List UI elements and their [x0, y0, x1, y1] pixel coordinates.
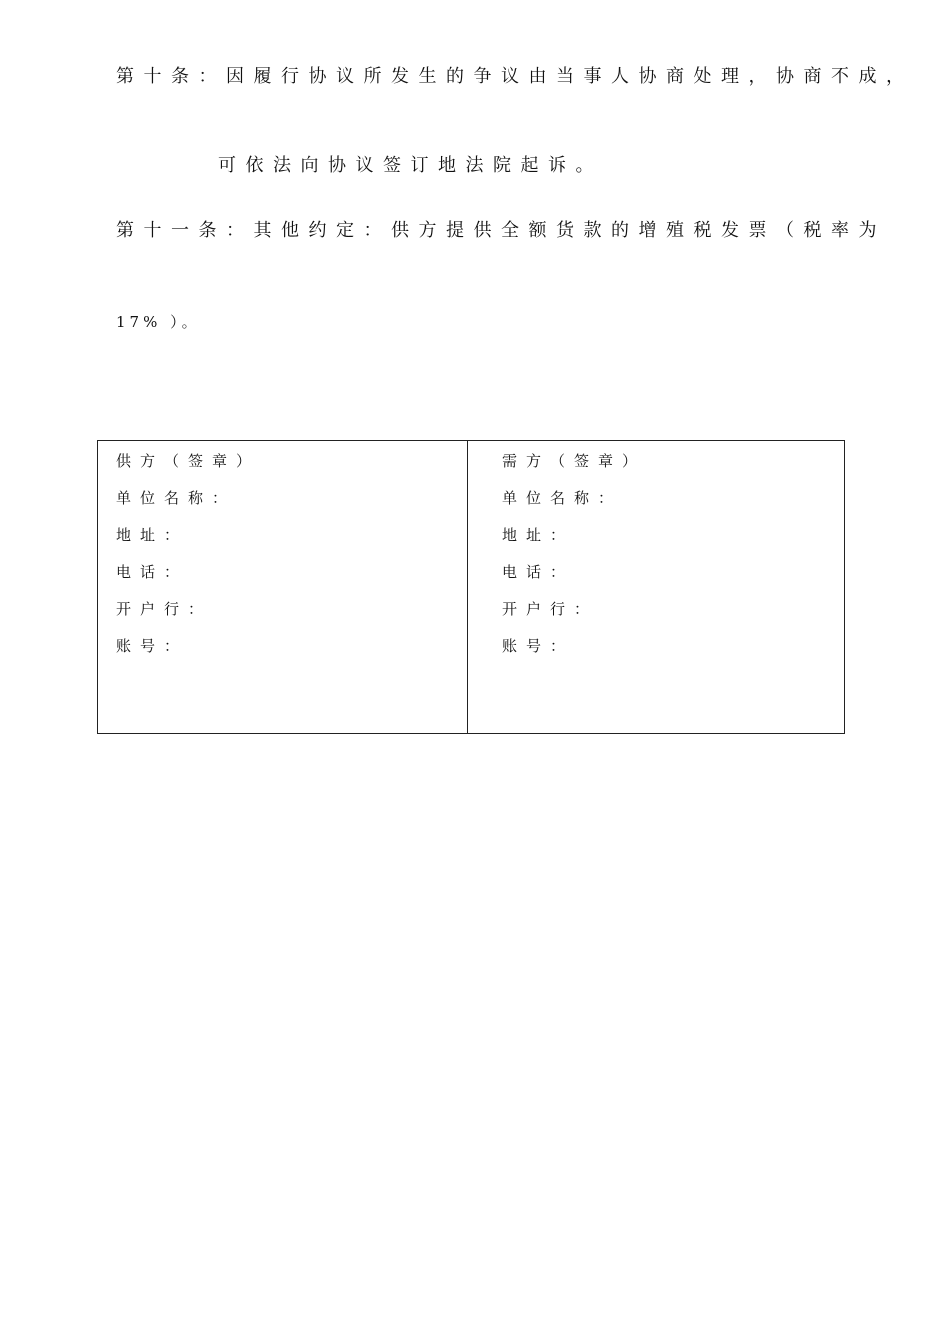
article-10-line-2: 可依法向协议签订地法院起诉。	[218, 155, 603, 176]
buyer-address-label: 地址：	[502, 526, 575, 544]
buyer-bank-label: 开户行：	[502, 600, 599, 618]
supplier-account-label: 账号：	[116, 637, 189, 655]
supplier-column	[98, 441, 468, 733]
signature-table	[97, 440, 845, 734]
supplier-bank-label: 开户行：	[116, 600, 213, 618]
supplier-address-label: 地址：	[116, 526, 189, 544]
article-11-line-2: 17% ）。	[116, 313, 201, 331]
supplier-company-name-label: 单位名称：	[116, 489, 237, 507]
buyer-title: 需方（签章）	[502, 452, 647, 470]
article-10-line-1: 第十条：因履行协议所发生的争议由当事人协商处理，协商不成，	[116, 66, 914, 87]
supplier-title: 供方（签章）	[116, 452, 261, 470]
supplier-phone-label: 电话：	[116, 563, 189, 581]
buyer-phone-label: 电话：	[502, 563, 575, 581]
buyer-company-name-label: 单位名称：	[502, 489, 623, 507]
buyer-column	[468, 441, 844, 733]
article-11-line-1: 第十一条：其他约定：供方提供全额货款的增殖税发票（税率为	[116, 220, 886, 241]
buyer-account-label: 账号：	[502, 637, 575, 655]
